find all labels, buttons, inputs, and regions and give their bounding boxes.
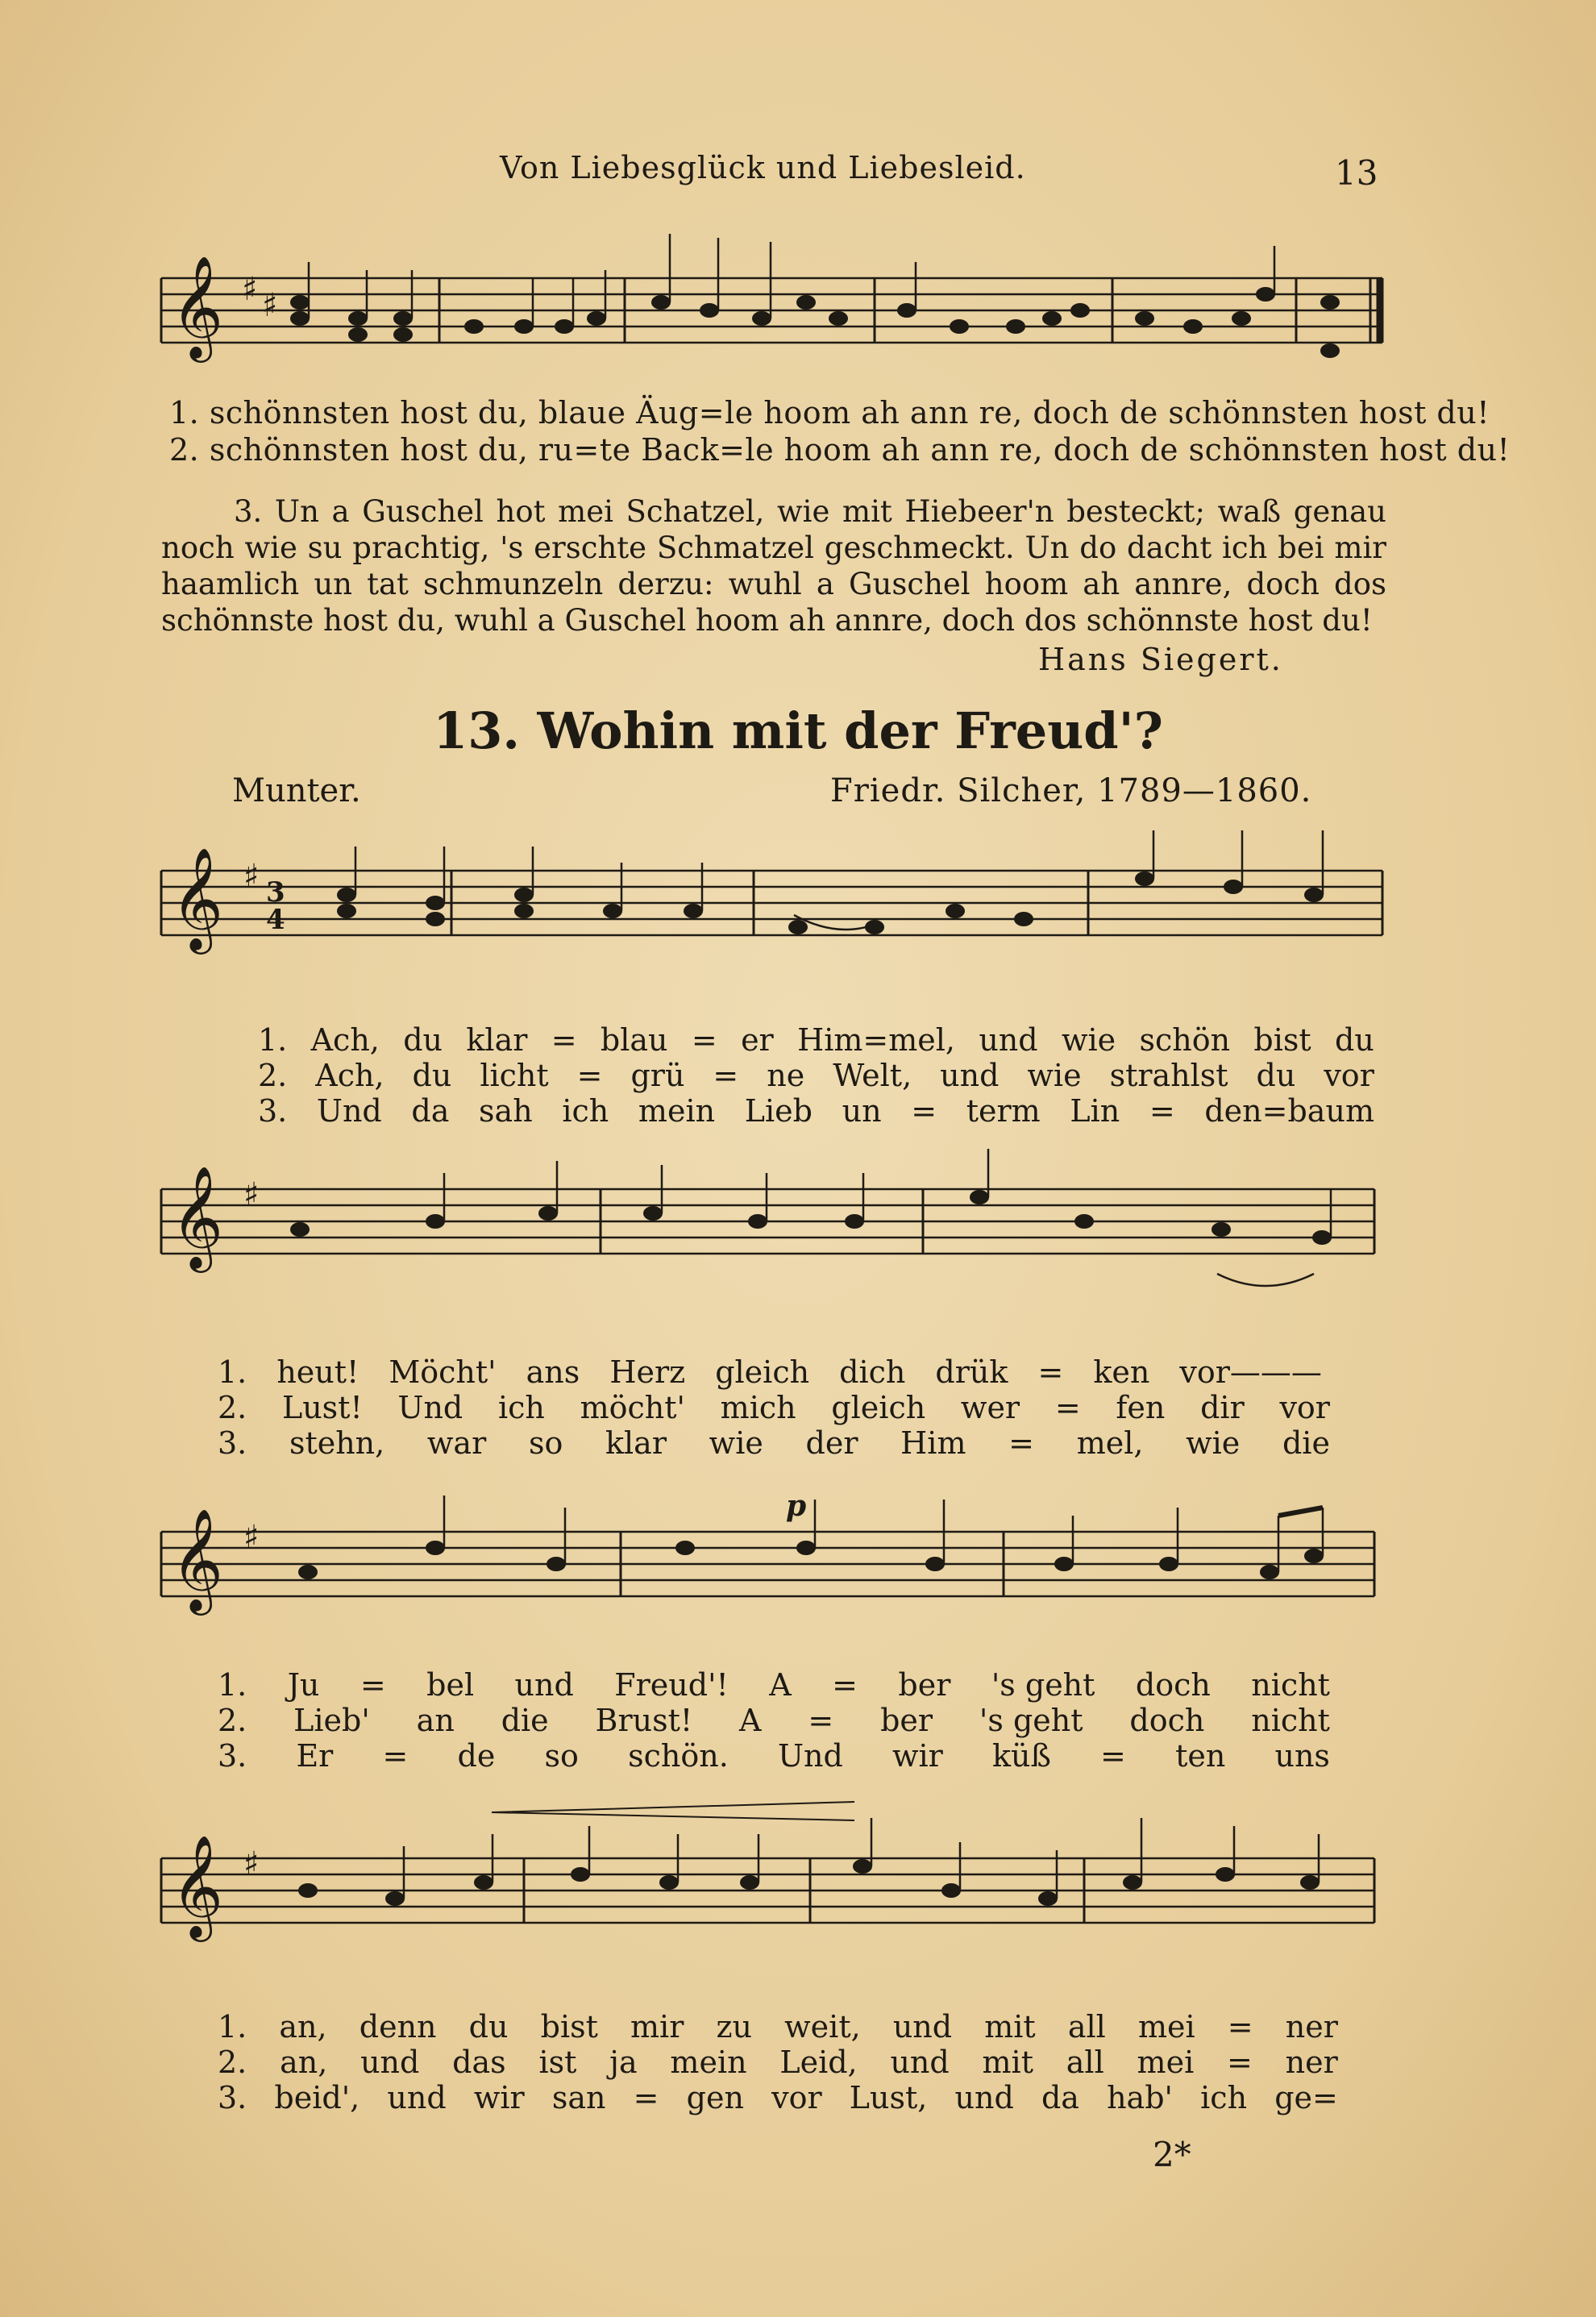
lyric-word: 2. [258, 1058, 288, 1093]
lyric-word: dich [839, 1354, 906, 1390]
lyric-word: den=baum [1204, 1093, 1374, 1129]
lyric-word: Lin [1070, 1093, 1120, 1129]
lyrics-s2-v2 [218, 1390, 1330, 1425]
lyric-word: weit, [784, 2009, 861, 2045]
lyric-word: und [514, 1667, 574, 1703]
lyric-word: Lust! [281, 1390, 363, 1425]
svg-text:♯: ♯ [262, 287, 278, 324]
lyrics-s3-v1 [218, 1667, 1330, 1703]
lyric-word: du [468, 2009, 509, 2045]
lyric-word: und [940, 1058, 1000, 1093]
lyric-word: = [1227, 2009, 1253, 2045]
lyric-word: Ach, [315, 1058, 384, 1093]
lyrics-s4-v1 [218, 2009, 1338, 2045]
lyrics-s4-v3 [218, 2080, 1338, 2115]
lyric-word: mein [638, 1093, 716, 1129]
lyric-word: 1. [258, 1022, 288, 1058]
lyric-word: Brust! [595, 1703, 693, 1738]
lyrics-s1-v3 [258, 1093, 1374, 1129]
lyric-word: mein [670, 2045, 747, 2080]
lyric-word: da [1041, 2080, 1079, 2115]
lyric-word: uns [1274, 1738, 1330, 1774]
lyric-word: 3. [258, 1093, 288, 1129]
lyric-word: = [633, 2080, 659, 2115]
lyric-word: stehn, [289, 1425, 385, 1461]
lyric-word: doch [1135, 1667, 1211, 1703]
lyric-word: = [1054, 1390, 1081, 1425]
prev-song-stems [309, 234, 1274, 327]
svg-text:𝄞: 𝄞 [171, 1834, 224, 1937]
lyric-word: = [1037, 1354, 1064, 1390]
tempo-marking: Munter. [232, 772, 361, 809]
lyric-word: mich [720, 1390, 796, 1425]
lyric-word: mei [1137, 2009, 1195, 2045]
svg-text:♯: ♯ [243, 1845, 260, 1882]
lyric-word: all [1067, 2009, 1106, 2045]
lyric-word: Und [397, 1390, 463, 1425]
lyric-word: de [457, 1738, 496, 1774]
lyric-word: Möcht' [389, 1354, 497, 1390]
lyric-word: = [911, 1093, 937, 1129]
lyric-word: mel, [1076, 1425, 1144, 1461]
lyric-word: = [576, 1058, 603, 1093]
lyric-word: ner [1285, 2009, 1338, 2045]
lyric-word: Him=mel, [797, 1022, 955, 1058]
lyric-word: da [411, 1093, 450, 1129]
lyric-word: an, [279, 2009, 327, 2045]
staff-system-3 [161, 1489, 1374, 1616]
lyric-word: = [360, 1667, 386, 1703]
lyric-word: = [713, 1058, 739, 1093]
lyric-word: ken [1093, 1354, 1150, 1390]
lyric-word: bist [1253, 1022, 1311, 1058]
lyric-word: klar [605, 1425, 667, 1461]
lyric-word: so [528, 1425, 563, 1461]
lyric-word: an [416, 1703, 455, 1738]
lyric-word: bist [540, 2009, 598, 2045]
lyric-word: Und [316, 1093, 382, 1129]
page-number: 13 [1335, 153, 1378, 193]
lyric-word: mei [1137, 2045, 1195, 2080]
lyric-word: = [1149, 1093, 1175, 1129]
lyric-word: mit [982, 2045, 1033, 2080]
lyric-word: er [741, 1022, 774, 1058]
lyrics-s3-v3 [218, 1738, 1330, 1774]
lyric-word: = [551, 1022, 577, 1058]
lyric-word: Lust, [849, 2080, 928, 2115]
lyric-word: vor——— [1179, 1354, 1322, 1390]
lyric-word: hab' [1107, 2080, 1173, 2115]
lyric-word: und [979, 1022, 1038, 1058]
lyric-word: san [551, 2080, 606, 2115]
lyric-word: mit [984, 2009, 1036, 2045]
lyric-word: ber [880, 1703, 933, 1738]
lyric-word: gen [686, 2080, 744, 2115]
lyric-word: wie [1061, 1022, 1116, 1058]
prev-song-notes [290, 287, 1340, 358]
lyric-word: = [808, 1703, 834, 1738]
lyric-word: wie [1027, 1058, 1082, 1093]
lyric-word: ist [538, 2045, 577, 2080]
lyric-word: drük [935, 1354, 1008, 1390]
staff-system-4 [161, 1802, 1374, 1942]
lyric-word: Ach, [310, 1022, 380, 1058]
staff-system-1 [161, 830, 1382, 955]
lyric-word: schön. [628, 1738, 729, 1774]
lyric-word: du [403, 1022, 443, 1058]
lyric-word: und [892, 2009, 953, 2045]
lyric-word: un [842, 1093, 882, 1129]
staff-prev-song [161, 255, 1382, 363]
lyrics-s1-v2 [258, 1058, 1374, 1093]
lyric-word: mir [630, 2009, 684, 2045]
lyric-word: Er [296, 1738, 334, 1774]
lyricist: Hans Siegert. [1038, 642, 1283, 677]
svg-text:𝄞: 𝄞 [171, 255, 224, 358]
lyric-word: A [769, 1667, 792, 1703]
lyric-word: war [426, 1425, 487, 1461]
lyric-word: 1. [218, 1354, 247, 1390]
dynamic-marking: p [786, 1489, 807, 1523]
lyric-word: Lieb [744, 1093, 813, 1129]
song-title: 13. Wohin mit der Freud'? [433, 701, 1163, 760]
lyric-word: 2. [218, 1390, 247, 1425]
lyric-word: strahlst [1109, 1058, 1228, 1093]
lyric-word: gleich [831, 1390, 926, 1425]
lyric-word: küß [991, 1738, 1051, 1774]
lyric-word: ich [1200, 2080, 1248, 2115]
lyric-word: Freud'! [614, 1667, 729, 1703]
lyric-word: term [966, 1093, 1041, 1129]
lyric-word: ne [767, 1058, 805, 1093]
lyric-word: die [1282, 1425, 1330, 1461]
lyric-word: möcht' [580, 1390, 685, 1425]
svg-text:♯: ♯ [242, 271, 258, 308]
lyric-word: all [1066, 2045, 1104, 2080]
lyric-word: du [412, 1058, 452, 1093]
svg-text:♯: ♯ [243, 858, 260, 895]
svg-text:4: 4 [266, 904, 285, 936]
lyric-word: das [452, 2045, 506, 2080]
lyric-word: beid', [274, 2080, 360, 2115]
composer: Friedr. Silcher, 1789—1860. [830, 772, 1312, 809]
lyric-word: 1. [218, 2009, 247, 2045]
lyric-word: und [954, 2080, 1014, 2115]
prev-song-verse-1: 1. schönnsten host du, blaue Äug=le hoom ah ann re, doch de schönnsten host du! [169, 395, 1490, 431]
lyrics-s2-v3 [218, 1425, 1330, 1461]
lyric-word: nicht [1251, 1667, 1330, 1703]
lyric-word: 2. [218, 1703, 247, 1738]
lyric-word: zu [716, 2009, 753, 2045]
lyric-word: wie [709, 1425, 763, 1461]
lyric-word: Him [900, 1425, 966, 1461]
lyric-word: Lieb' [293, 1703, 370, 1738]
lyric-word: klar [466, 1022, 528, 1058]
lyric-word: und [387, 2080, 447, 2115]
lyric-word: doch [1129, 1703, 1205, 1738]
lyric-word: heut! [276, 1354, 360, 1390]
lyric-word: ja [609, 2045, 638, 2080]
lyric-word: fen [1116, 1390, 1166, 1425]
lyric-word: sah [479, 1093, 533, 1129]
staff-system-2 [161, 1149, 1374, 1286]
svg-text:3: 3 [266, 876, 285, 909]
lyric-word: wie [1186, 1425, 1241, 1461]
svg-text:𝄞: 𝄞 [171, 847, 224, 950]
lyric-word: 3. [218, 2080, 247, 2115]
lyric-word: blau [600, 1022, 668, 1058]
svg-text:♯: ♯ [243, 1519, 260, 1556]
lyric-word: = [832, 1667, 858, 1703]
prev-song-verse-2: 2. schönnsten host du, ru=te Back=le hoom ah ann re, doch de schönnsten host du! [169, 432, 1511, 468]
lyric-word: 3. [218, 1738, 247, 1774]
lyric-word: 2. [218, 2045, 247, 2080]
lyric-word: bel [426, 1667, 475, 1703]
lyric-word: wir [892, 1738, 943, 1774]
lyric-word: ans [526, 1354, 580, 1390]
lyric-word: vor [771, 2080, 822, 2115]
signature-mark: 2* [1153, 2135, 1191, 2174]
lyric-word: ber [898, 1667, 951, 1703]
lyric-word: denn [359, 2009, 437, 2045]
lyric-word: ge= [1274, 2080, 1338, 2115]
prev-song-verse-3 [161, 493, 1386, 639]
svg-text:𝄞: 𝄞 [171, 1508, 224, 1611]
lyric-word: 's geht [979, 1703, 1083, 1738]
lyric-word: ner [1285, 2045, 1338, 2080]
lyric-word: = [691, 1022, 717, 1058]
lyric-word: Leid, [779, 2045, 858, 2080]
lyric-word: du [1335, 1022, 1374, 1058]
lyrics-s1-v1 [258, 1022, 1374, 1058]
verse-3-text: 3. Un a Guschel hot mei Schatzel, wie mit Hiebeer'n besteckt; waß genau noch wie su prachtig, 's erschte Schmatzel geschmeckt. Un do dacht ich bei mir haamlich un tat schmunzeln derzu: wuhl a Guschel hoom ah annre, doch dos schönnste host du, wuhl a Guschel hoom ah annre, doch dos schönnste host du! [161, 494, 1386, 638]
lyric-word: ten [1175, 1738, 1226, 1774]
lyric-word: 's geht [991, 1667, 1095, 1703]
lyric-word: dir [1200, 1390, 1245, 1425]
lyric-word: gleich [715, 1354, 810, 1390]
lyric-word: 1. [218, 1667, 247, 1703]
lyric-word: schön [1139, 1022, 1231, 1058]
lyrics-s4-v2 [218, 2045, 1338, 2080]
lyric-word: wir [473, 2080, 525, 2115]
lyric-word: an, [280, 2045, 328, 2080]
lyric-word: 3. [218, 1425, 247, 1461]
lyric-word: der [805, 1425, 858, 1461]
lyric-word: = [1100, 1738, 1126, 1774]
lyric-word: vor [1279, 1390, 1330, 1425]
lyrics-s3-v2 [218, 1703, 1330, 1738]
lyric-word: nicht [1251, 1703, 1330, 1738]
lyric-word: und [890, 2045, 950, 2080]
lyric-word: ich [562, 1093, 609, 1129]
lyric-word: A [739, 1703, 762, 1738]
lyric-word: = [1008, 1425, 1035, 1461]
lyric-word: Herz [609, 1354, 686, 1390]
lyric-word: du [1256, 1058, 1296, 1093]
lyric-word: vor [1324, 1058, 1374, 1093]
lyric-word: grü [630, 1058, 685, 1093]
lyric-word: ich [497, 1390, 545, 1425]
lyric-word: = [382, 1738, 409, 1774]
lyric-word: Ju [287, 1667, 320, 1703]
running-title: Von Liebesglück und Liebesleid. [500, 150, 1026, 185]
lyric-word: Und [777, 1738, 843, 1774]
lyric-word: licht [480, 1058, 549, 1093]
lyric-word: = [1227, 2045, 1253, 2080]
lyric-word: so [544, 1738, 579, 1774]
svg-text:♯: ♯ [243, 1176, 260, 1213]
lyric-word: Welt, [833, 1058, 912, 1093]
lyric-word: und [360, 2045, 420, 2080]
lyric-word: wer [960, 1390, 1020, 1425]
svg-text:𝄞: 𝄞 [171, 1165, 224, 1268]
lyric-word: die [501, 1703, 549, 1738]
lyrics-s2-v1 [218, 1354, 1322, 1390]
